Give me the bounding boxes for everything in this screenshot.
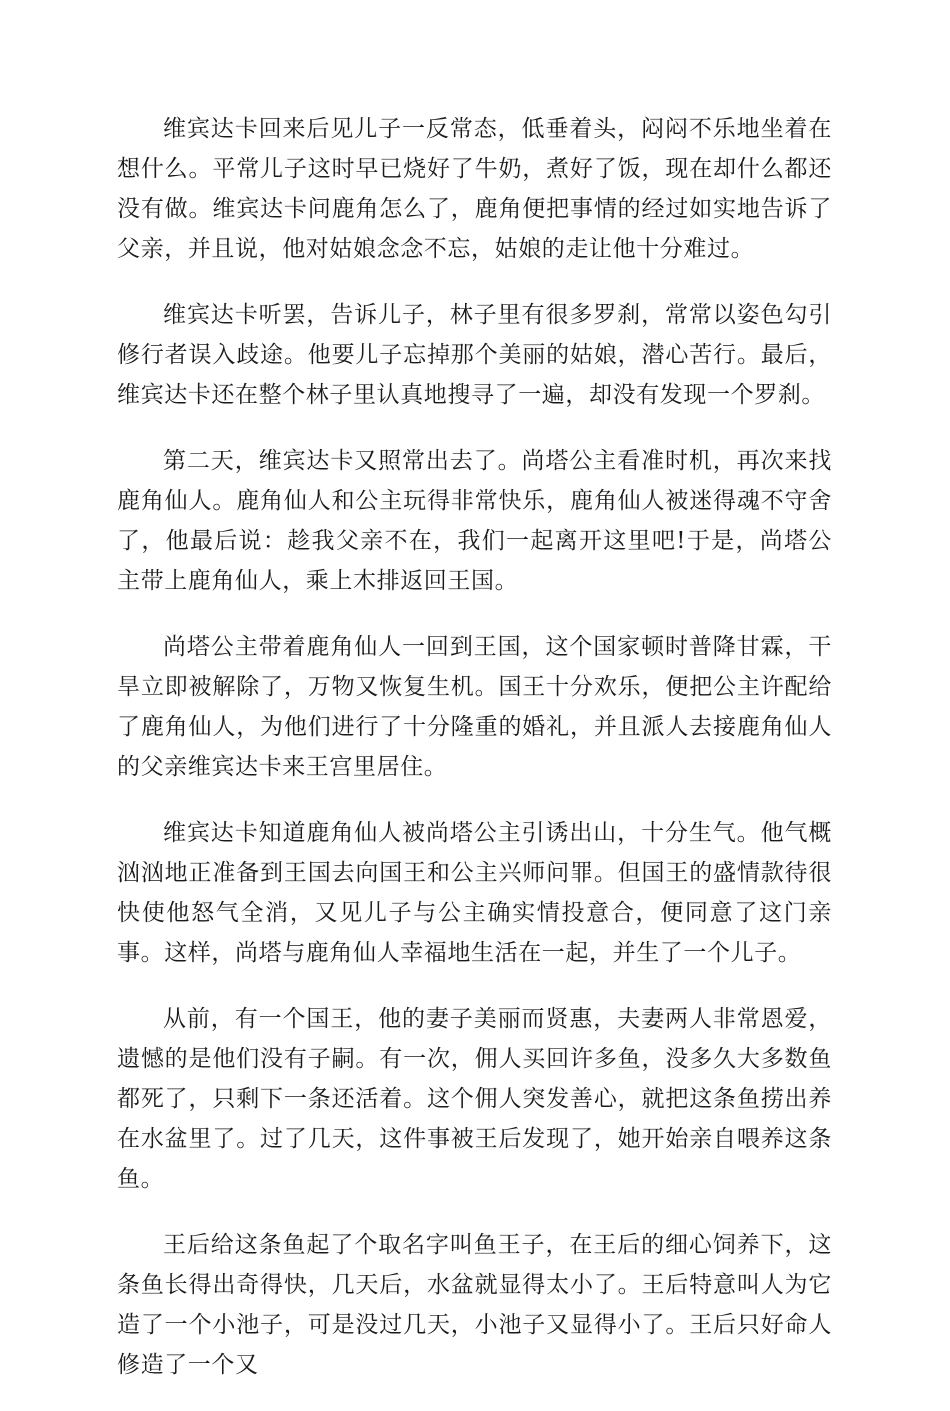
paragraph-2: 维宾达卡听罢，告诉儿子，林子里有很多罗刹，常常以姿色勾引修行者误入歧途。他要儿子忘掉那个美丽的姑娘，潜心苦行。最后，维宾达卡还在整个林子里认真地搜寻了一遍，却没有发现一个罗刹。 bbox=[117, 302, 832, 408]
paragraph-3: 第二天，维宾达卡又照常出去了。尚塔公主看准时机，再次来找鹿角仙人。鹿角仙人和公主玩得非常快乐，鹿角仙人被迷得魂不守舍了，他最后说：趁我父亲不在，我们一起离开这里吧!于是，尚塔公主带上鹿角仙人，乘上木排返回王国。 bbox=[117, 448, 832, 594]
paragraph-1: 维宾达卡回来后见儿子一反常态，低垂着头，闷闷不乐地坐着在想什么。平常儿子这时早已烧好了牛奶，煮好了饭，现在却什么都还没有做。维宾达卡问鹿角怎么了，鹿角便把事情的经过如实地告诉了父亲，并且说，他对姑娘念念不忘，姑娘的走让他十分难过。 bbox=[117, 116, 832, 262]
document-body bbox=[117, 109, 832, 1411]
paragraph-7: 王后给这条鱼起了个取名字叫鱼王子，在王后的细心饲养下，这条鱼长得出奇得快，几天后，水盆就显得太小了。王后特意叫人为它造了一个小池子，可是没过几天，小池子又显得小了。王后只好命人修造了一个又 bbox=[117, 1232, 832, 1378]
paragraph-4: 尚塔公主带着鹿角仙人一回到王国，这个国家顿时普降甘霖，干旱立即被解除了，万物又恢复生机。国王十分欢乐，便把公主许配给了鹿角仙人，为他们进行了十分隆重的婚礼，并且派人去接鹿角仙人的父亲维宾达卡来王宫里居住。 bbox=[117, 634, 832, 780]
paragraph-6: 从前，有一个国王，他的妻子美丽而贤惠，夫妻两人非常恩爱，遗憾的是他们没有子嗣。有一次，佣人买回许多鱼，没多久大多数鱼都死了，只剩下一条还活着。这个佣人突发善心，就把这条鱼捞出养在水盆里了。过了几天，这件事被王后发现了，她开始亲自喂养这条鱼。 bbox=[117, 1006, 832, 1192]
paragraph-5: 维宾达卡知道鹿角仙人被尚塔公主引诱出山，十分生气。他气概汹汹地正准备到王国去向国王和公主兴师问罪。但国王的盛情款待很快使他怒气全消，又见儿子与公主确实情投意合，便同意了这门亲事。这样，尚塔与鹿角仙人幸福地生活在一起，并生了一个儿子。 bbox=[117, 820, 832, 966]
